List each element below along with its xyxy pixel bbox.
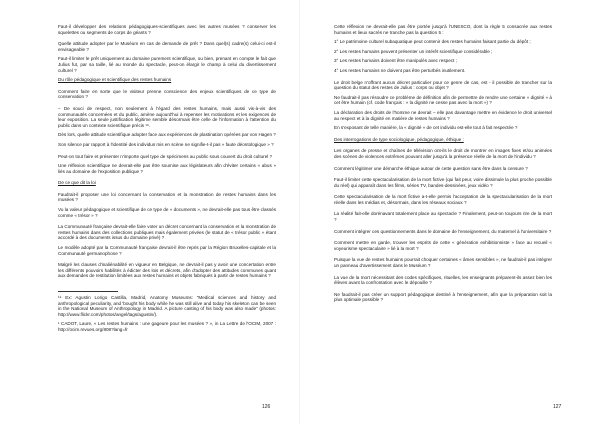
paragraph: La déclaration des droits de l'homme ne devrait – elle pas davantage mettre en évidence le droit universel au respect et à la dignité en matière de restes humains ? bbox=[334, 109, 552, 121]
paragraph: 3° Les restes humains doivent être manipulés avec respect ; bbox=[334, 58, 457, 64]
paragraph: Ne faudrait-il pas résoudre ce problème de définition afin de permettre de rendre une certaine « dignité » à cet être humain (cf. code français : « la dignité ne cesse pas avec la mort ») ? bbox=[334, 94, 552, 106]
section-heading: Du rôle pédagogique et scientifique des restes humains bbox=[58, 77, 172, 83]
paragraph: La vue de la mort nécessitant des codes spécifiques, rituelles, les enseignants préparent-ils assez bien les élèves avant la confrontation avec le dépouille ? bbox=[334, 274, 552, 286]
paragraph: Faudrait-il proposer une loi concernant la conservation et la monstration de restes humains dans les musées ? bbox=[58, 191, 276, 203]
page-number-left: 126 bbox=[262, 404, 271, 410]
paragraph: La Communauté française devrait-elle faire voter un décret concernant la conservation et la monstration de restes humains dans des collections publiques mais également privées (le statut de « trésor public » étant accordé à des documents issus du domaine privé) ? bbox=[58, 224, 276, 241]
paragraph: Comment mettre en garde, trouver les esprits de cette « génération exhibitionniste » face au recueil « voyeurisme spectaculaire » lié à la mort ? bbox=[334, 240, 552, 251]
paragraph: Ne faudrait-il pas créer un support pédagogique destiné à l'enseignement, afin que la préparation soit la plus optimale possible ? bbox=[334, 291, 552, 303]
paragraph: La réalité fait-elle dorénavant totalement place au spectacle ? Finalement, peut-on toujours rire de la mort ? bbox=[334, 211, 552, 223]
paragraph: Comment intégrer ces questionnements dans le domaine de l'enseignement, du maternel à l'universitaire ? bbox=[334, 228, 552, 234]
paragraph: Cette réflexion ne devrait-elle pas être portée jusqu'à l'UNESCO, dont la règle 5 consacrée aux restes humains et lieux sacrés ne tranche pas la question 5 : bbox=[334, 24, 552, 35]
paragraph: Faut-il développer des relations pédagogiques-scientifiques avec les autres musées ? conserver les squelettes ou segments de corps de géants ? bbox=[58, 24, 276, 35]
paragraph: Vu la valeur pédagogique et scientifique de ce type de « documents », ne devrait-elle pas tous être classés comme « trésor » ? bbox=[58, 207, 276, 218]
left-text-column bbox=[58, 24, 276, 337]
paragraph: 2° Les restes humains peuvent présenter un intérêt scientifique considérable ; bbox=[334, 48, 493, 54]
paragraph: Une réflexion scientifique ne devrait-elle pas être soumise aux législateurs afin d'éviter certains « abus » liés au domaine de l'exposition publique ? bbox=[58, 163, 276, 174]
paragraph: Puisque la vue de restes humains pourrait choquer certaines « âmes sensibles », ne faudrait-il pas intégrer un panneau d'avertissement dans le Muséum ? bbox=[334, 257, 552, 269]
right-page bbox=[300, 0, 600, 424]
footnote-rule bbox=[58, 291, 118, 292]
paragraph: Le droit belge n'offrant aucun décret particulier pour ce genre de cas, est - il possible de trancher sur la question du statut des restes de Julius : corps ou objet ? bbox=[334, 79, 552, 91]
paragraph: Cette spectacularisation de la mort fictive a-t-elle permis l'acceptation de la spectacularisation de la mort réelle dans les médias et, désormais, dans les réseaux sociaux ? bbox=[334, 194, 552, 205]
paragraph: Malgré les clauses d'inaliénabilité en vigueur en Belgique, ne devrait-il pas y avoir une concertation entre les différents pouvoirs habilités à édicter des lois et décrets, afin d'adopter des attitudes communes quant aux demandes de restitution limitées aux restes humains et objets fabriqués à partir de restes humains ? bbox=[58, 262, 276, 279]
section-heading: Des interrogations de type sociologique, pédagogique, éthique : bbox=[334, 136, 464, 142]
paragraph: 1° Le patrimoine culturel subaquatique peut contenir des restes humains faisant partie du dépôt ; bbox=[334, 39, 531, 45]
paragraph: Peut-on tout faire et présenter n'importe quel type de spécimens au public sous couvert du droit culturel ? bbox=[58, 153, 273, 159]
paragraph: Les organes de presse et chaînes de télévision ont-ils le droit de montrer en images fixes et/ou animées des scènes de violences extrêmes pouvant aller jusqu'à la présence réelle de la mort de l'individu ? bbox=[334, 148, 552, 159]
footnote: ¹⁹ Ex: Agustin Lorigo Castilla, Madrid, Anatomy Museums: "Medical sciences and history and anthropological peculiarity, and 'bought his body while he was still alive and today his skeleton can be seen in the National Museum of Anthropology in Madrid. A picture casting of his body was also made" (photos: http://www.flickr.com/photos/angel/tags/agustin/). bbox=[58, 295, 276, 317]
paragraph: – De souci de respect, non seulement à l'égard des restes humains, mais aussi vis-à-vis des communautés concernées et du public, amène aujourd'hui à repenser les motivations et les exigences de leur exposition. La seule justification légitime semble désormais être celle de l'information à l'attention du public dans un contexte scientifique précis ¹⁹. bbox=[58, 105, 276, 128]
paragraph: Son silence par rapport à l'identité des individus mis en scène ne signifie-t-il pas « faute déontologique » ? bbox=[58, 141, 274, 147]
paragraph: Faut-il limiter le prêt uniquement au domaine purement scientifique, ou bien, prenant en compte le fait que Julius fut, par sa taille, lié au monde du spectacle, peut-on élargir le champ à celui du divertissement culturel ? bbox=[58, 56, 276, 73]
footnote: ¹ CADOT, Laure, « Les restes humains : une gageure pour les musées ? », in La Lettre de l'OCIM, 2007 : http://ocim.revues.org/808?lang=fr bbox=[58, 321, 276, 332]
section-heading: De ce que dit la loi bbox=[58, 180, 96, 186]
page-number-right: 127 bbox=[553, 404, 562, 410]
paragraph: Faut-il limiter cette spectacularisation de la mort fictive (qui fait peur, voire dissimule la plus proche possible du réel) qui apparaît dans les films, séries TV, bandes-dessinées, jeux vidéo ? bbox=[334, 177, 552, 188]
paragraph: 4° Les restes humains ne doivent pas être perturbés inutilement. bbox=[334, 67, 466, 73]
paragraph: Comment légitimer une démarche éthique autour de cette question sans être dans la censure ? bbox=[334, 165, 528, 171]
paragraph: Dès lors, quelle attitude scientifique adopter face aux expériences de plastination opérées par von Hagen ? bbox=[58, 132, 276, 138]
paragraph: En s'exposant de telle manière, la « dignité » de cet individu est-elle tout à fait respectée ? bbox=[334, 125, 518, 131]
paragraph: Comment faire en sorte que le visiteur prenne conscience des enjeux scientifiques de ce type de conservation ? bbox=[58, 88, 276, 100]
right-text-column bbox=[334, 24, 552, 307]
paragraph: Le modèle adopté par la Communauté française devrait-il être repris par la Région Bruxelles-capitale et la Communauté germanophone ? bbox=[58, 245, 276, 256]
paragraph: Quelle attitude adopter par le Muséum en cas de demande de prêt ? Dans quel(s) cadre(s) celui-ci est-il envisageable ? bbox=[58, 41, 276, 52]
